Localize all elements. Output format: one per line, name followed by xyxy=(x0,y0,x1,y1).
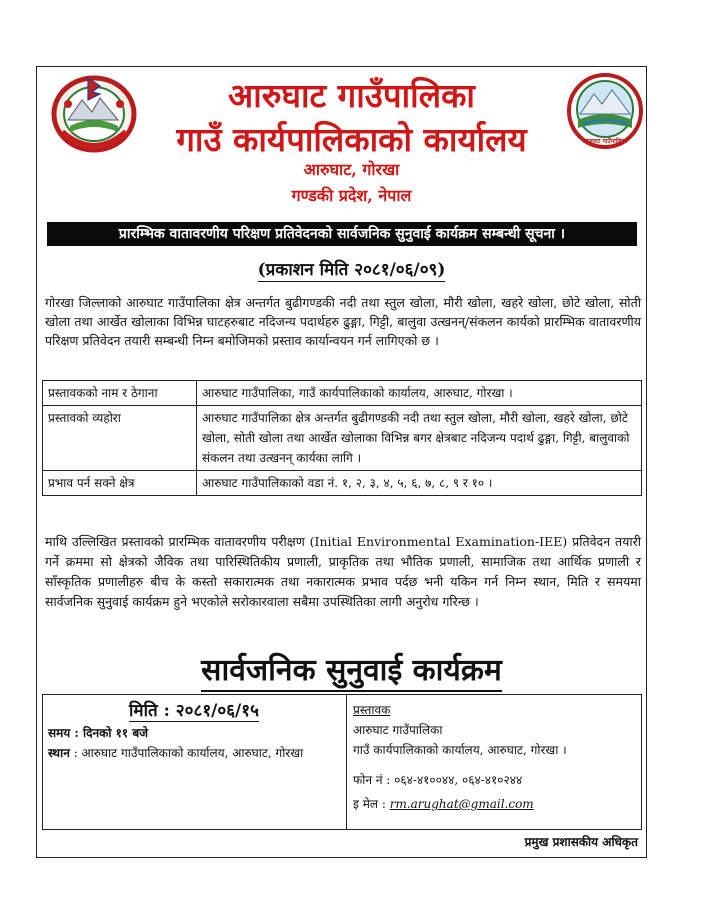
intro-paragraph: गोरखा जिल्लाको आरुघाट गाउँपालिका क्षेत्र अन्तर्गत बुढीगण्डकी नदी तथा स्तुल खोला, मौरी खोला, खहरे खोला, छोटे खोला, सोती खोला तथा आर्खेत खोलाका विभिन्न घाटहरुबाट नदिजन्य पदार्थहरु ढुङ्गा, गिट्टी, बालुवा उत्खनन्/संकलन कार्यको प्रारम्भिक वातावरणीय परिक्षण प्रतिवेदन तयारी सम्बन्धी निम्न बमोजिमको प्रस्ताव कार्यान्वयन गर्न लागिएको छ । xyxy=(45,295,641,348)
address-line2: गण्डकी प्रदेश, नेपाल xyxy=(291,186,412,205)
signoff: प्रमुख प्रशासकीय अधिकृत xyxy=(524,835,638,849)
proponent-heading: प्रस्तावक xyxy=(353,703,391,717)
row-key: प्रस्तावकको नाम र ठेगाना xyxy=(43,381,197,406)
body-paragraph: माथि उल्लिखित प्रस्तावको प्रारम्भिक वातावरणीय परीक्षण (Initial Environmental Examination-IEE) प्रतिवेदन तयारी गर्ने क्रममा सो क्षेत्रको जैविक तथा पारिस्थितिकीय प्रणाली, प्राकृतिक तथा भौतिक प्रणाली, सामाजिक तथा आर्थिक प्रणाली र साँस्कृतिक प्रणालीहरु बीच के कस्तो सकारात्मक तथा नकारात्मक प्रभाव पर्दछ भनी यकिन गर्न निम्न स्थान, मिति र समयमा सार्वजनिक सुनुवाई कार्यक्रम हुने भएकोले सरोकारवाला सबैमा उपस्थितिका लागी अनुरोध गरिन्छ । xyxy=(45,534,641,609)
publication-date: (प्रकाशन मिति २०८१/०६/०९) xyxy=(257,260,446,280)
hearing-title: सार्वजनिक सुनुवाई कार्यक्रम xyxy=(0,648,703,689)
row-value: आरुघाट गाउँपालिकाको वडा नं. १, २, ३, ४, ५, ६, ७, ८, ९ र १० । xyxy=(197,471,642,496)
proponent-line2: गाउँ कार्यपालिकाको कार्यालय, आरुघाट, गोरखा । xyxy=(353,743,567,757)
hearing-divider xyxy=(346,694,347,830)
row-value: आरुघाट गाउँपालिका, गाउँ कार्यपालिकाको कार्यालय, आरुघाट, गोरखा । xyxy=(197,381,642,406)
email-link[interactable]: rm.arughat@gmail.com xyxy=(389,797,534,811)
time-value: : दिनको ११ बजे xyxy=(70,726,149,740)
table-row xyxy=(43,406,642,471)
hearing-date: मिति : २०८१/०६/१५ xyxy=(129,701,259,721)
table-row xyxy=(43,471,642,496)
place-label: स्थान xyxy=(48,746,70,760)
proponent-details xyxy=(353,700,638,814)
address-line1: आरुघाट, गोरखा xyxy=(303,160,400,179)
row-key: प्रस्तावको व्यहोरा xyxy=(43,406,197,471)
table-row xyxy=(43,381,642,406)
place-value: : आरुघाट गाउँपालिकाको कार्यालय, आरुघाट, गोरखा xyxy=(69,746,304,760)
office-title-line1: आरुघाट गाउँपालिका xyxy=(228,76,475,115)
phone-line xyxy=(353,770,638,790)
hearing-place xyxy=(48,743,338,763)
email-line xyxy=(353,794,638,814)
row-key: प्रभाव पर्न सक्ने क्षेत्र xyxy=(43,471,197,496)
row-value: आरुघाट गाउँपालिका क्षेत्र अन्तर्गत बुढीगण्डकी नदी तथा स्तुल खोला, मौरी खोला, खहरे खोला, छोटे खोला, सोती खोला तथा आर्खेत खोलाका विभिन्न बगर क्षेत्रबाट नदिजन्य पदार्थ ढुङ्गा, गिट्टी, बालुवाको संकलन तथा उत्खनन् कार्यका लागि । xyxy=(197,406,642,471)
hearing-time xyxy=(48,724,338,743)
email-label: इ मेल : xyxy=(353,797,390,811)
proposal-info-table xyxy=(42,380,642,496)
logo-caption: आरुघाट गाउँपालिका xyxy=(582,138,628,145)
proponent-line1: आरुघाट गाउँपालिका xyxy=(353,723,443,737)
notice-banner: प्रारम्भिक वातावरणीय परिक्षण प्रतिवेदनको सार्वजनिक सुनुवाई कार्यक्रम सम्बन्धी सूचना । xyxy=(47,222,637,246)
phone-value: ०६४-४१००४४, ०६४-४१०२४४ xyxy=(394,773,523,787)
phone-label: फोन नं : xyxy=(353,773,395,787)
time-label: समय xyxy=(48,726,71,740)
office-title-line2: गाउँ कार्यपालिकाको कार्यालय xyxy=(176,120,527,159)
